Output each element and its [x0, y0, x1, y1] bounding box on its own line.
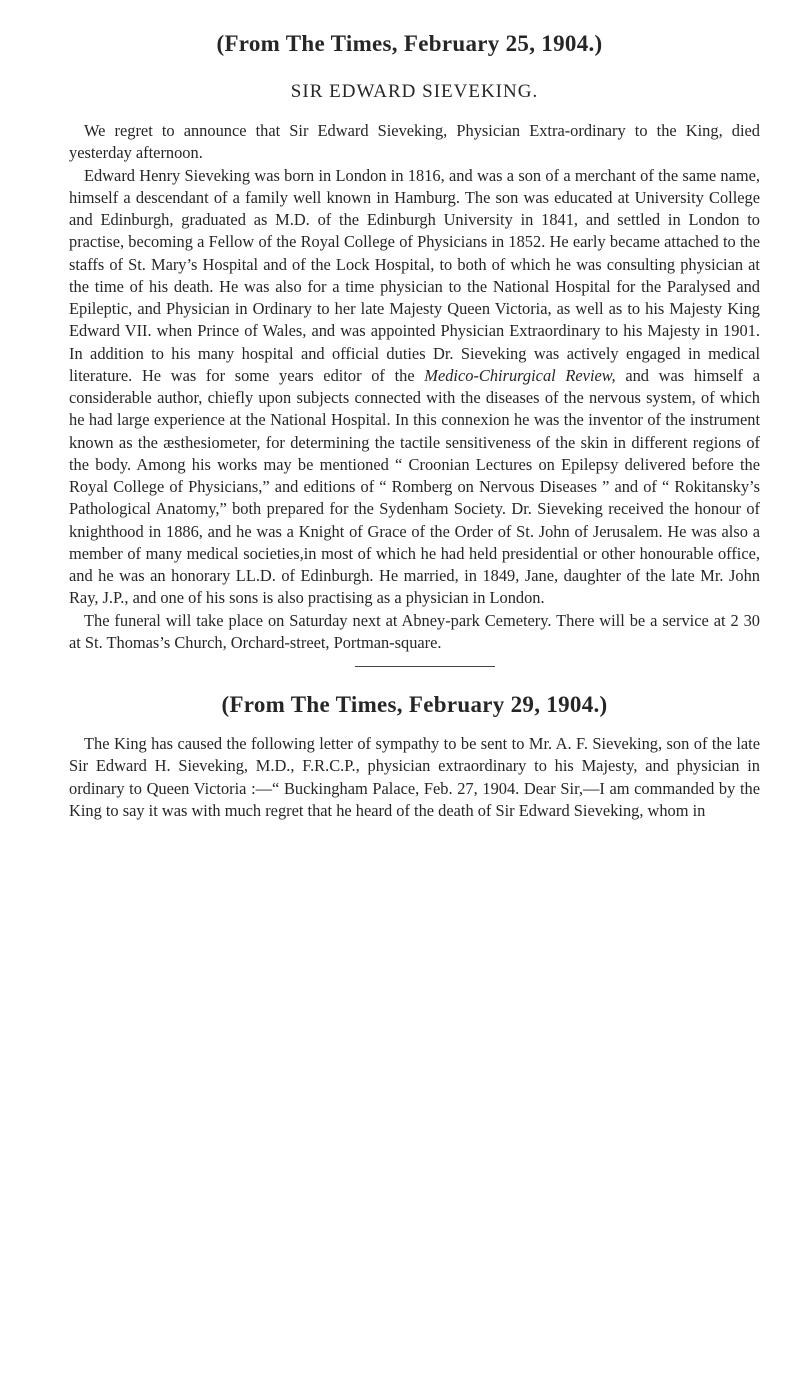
source-heading-1: (From The Times, February 25, 1904.) [216, 31, 603, 56]
section-divider [355, 666, 495, 667]
paragraph-funeral: The funeral will take place on Saturday next at Abney-park Cemetery. There will be a service at 2 30 at St. Thomas’s Church, Orchard-street, Portman-square. [69, 610, 760, 652]
biography-text-part2: and was himself a considerable author, chiefly upon subjects connected with the diseases of the nervous system, of which he had large experience at the National Hospital. In this connexion he was the inventor of the instrument known as the æsthesiometer, for determining the tactile sensitiveness of the skin in different regions of the body. Among his works may be mentioned “ Croonian Lectures on Epilepsy delivered before the Royal College of Physicians,” and editions of “ Romberg on Nervous Diseases ” and of “ Rokitansky’s Pathological Anatomy,” both prepared for the Sydenham Society. Dr. Sieveking received the honour of knighthood in 1886, and he was a Knight of Grace of the Order of St. John of Jerusalem. He was also a member of many medical societies,in most of which he had held presidential or other honourable office, and he was an honorary LL.D. of Edinburgh. He married, in 1849, Jane, daughter of the late Mr. John Ray, J.P., and one of his sons is also practising as a physician in London. [69, 365, 760, 608]
article-title: SIR EDWARD SIEVEKING. [290, 81, 539, 102]
source-heading-2: (From The Times, February 29, 1904.) [221, 692, 608, 717]
paragraph-announcement: We regret to announce that Sir Edward Sieveking, Physician Extra-ordinary to the King, died yesterday afternoon. [69, 121, 760, 163]
biography-text-part1: Edward Henry Sieveking was born in London in 1816, and was a son of a merchant of the same name, himself a descendant of a family well known in Hamburg. The son was educated at University College and Edinburgh, graduated as M.D. of the Edinburgh University in 1841, and settled in London to practise, becoming a Fellow of the Royal College of Physicians in 1852. He early became attached to the staffs of St. Mary’s Hospital and of the Lock Hospital, to both of which he was consulting physician at the time of his death. He was also for a time physician to the National Hospital for the Paralysed and Epileptic, and Physician in Ordinary to her late Majesty Queen Victoria, as well as to his Majesty King Edward VII. when Prince of Wales, and was appointed Physician Extraordinary to his Majesty in 1901. In addition to his many hospital and official duties Dr. Sieveking was actively engaged in medical literature. He was for some years editor of the [69, 165, 760, 385]
review-title-italic: Medico-Chirurgical Review, [424, 365, 616, 385]
paragraph-letter: The King has caused the following letter of sympathy to be sent to Mr. A. F. Sieveking, son of the late Sir Edward H. Sieveking, M.D., F.R.C.P., physician extraordinary to his Majesty, and physician in ordinary to Queen Victoria :—“ Buckingham Palace, Feb. 27, 1904. Dear Sir,—I am commanded by the King to say it was with much regret that he heard of the death of Sir Edward Sieveking, whom in [69, 734, 760, 820]
paragraph-biography [69, 165, 760, 610]
